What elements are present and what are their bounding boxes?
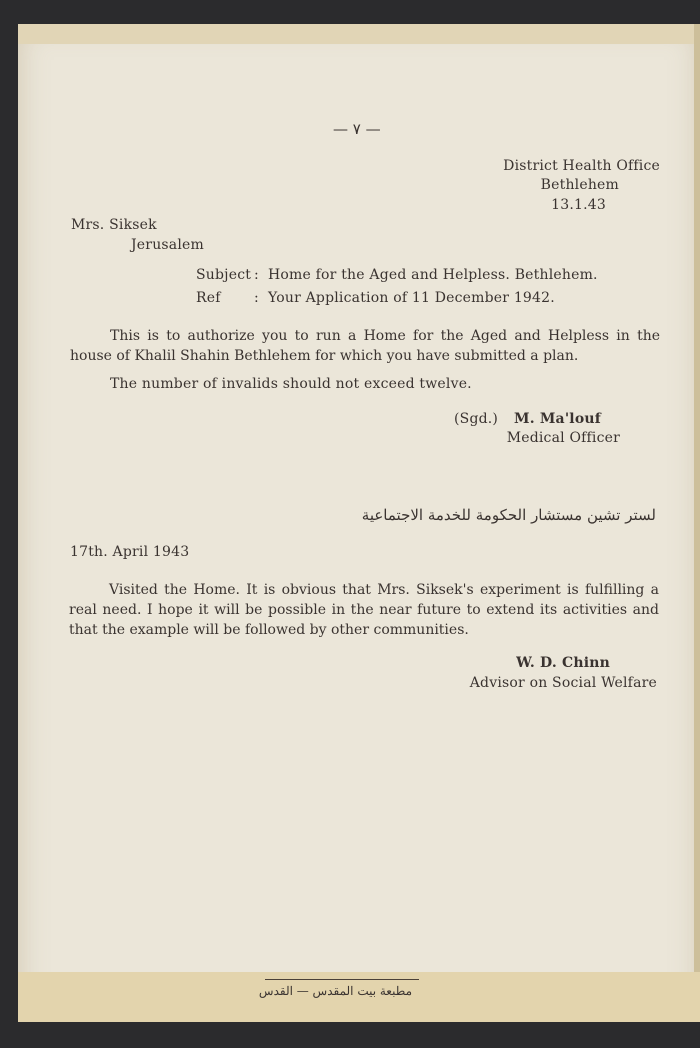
- letter1-paragraph: This is to authorize you to run a Home for the Aged and Helpless in the house of Khalil Shahin Bethlehem for which you have submitted a plan.: [70, 328, 660, 364]
- letter-date: 13.1.43: [551, 197, 606, 213]
- office-name: District Health Office: [503, 158, 660, 174]
- office-city: Bethlehem: [540, 177, 619, 193]
- document-page: [18, 24, 700, 1022]
- recipient-city: Jerusalem: [131, 237, 204, 253]
- letter2-signature-name: W. D. Chinn: [516, 655, 610, 671]
- letter1-paragraph-2: The number of invalids should not exceed twelve.: [110, 376, 472, 392]
- letter2-signature-title: Advisor on Social Welfare: [469, 675, 657, 691]
- subject-separator: :: [254, 267, 259, 283]
- letter2-paragraph: Visited the Home. It is obvious that Mrs. Siksek's experiment is fulfilling a real need. I hope it will be possible in the near future to extend its activities and that the example will be followed by other communities.: [69, 582, 659, 638]
- ref-label: Ref: [196, 290, 221, 306]
- signature-title: Medical Officer: [506, 430, 620, 446]
- signature-prefix: (Sgd.): [454, 411, 499, 427]
- page-top-band: [18, 24, 700, 44]
- page-edge: [694, 24, 700, 1022]
- footer-rule: [265, 979, 419, 980]
- subject-label: Subject: [196, 267, 252, 283]
- ref-text: Your Application of 11 December 1942.: [268, 290, 555, 306]
- signature-name: M. Ma'louf: [514, 411, 601, 427]
- printer-imprint: مطبعة بيت المقدس — القدس: [258, 984, 412, 998]
- subject-text: Home for the Aged and Helpless. Bethlehem.: [268, 267, 598, 283]
- letter2-date: 17th. April 1943: [70, 544, 190, 560]
- recipient-name: Mrs. Siksek: [71, 217, 157, 233]
- arabic-heading: لستر تشين مستشار الحكومة للخدمة الاجتماعية: [361, 506, 656, 524]
- ref-separator: :: [254, 290, 259, 306]
- page-number: — ٧ —: [333, 120, 381, 138]
